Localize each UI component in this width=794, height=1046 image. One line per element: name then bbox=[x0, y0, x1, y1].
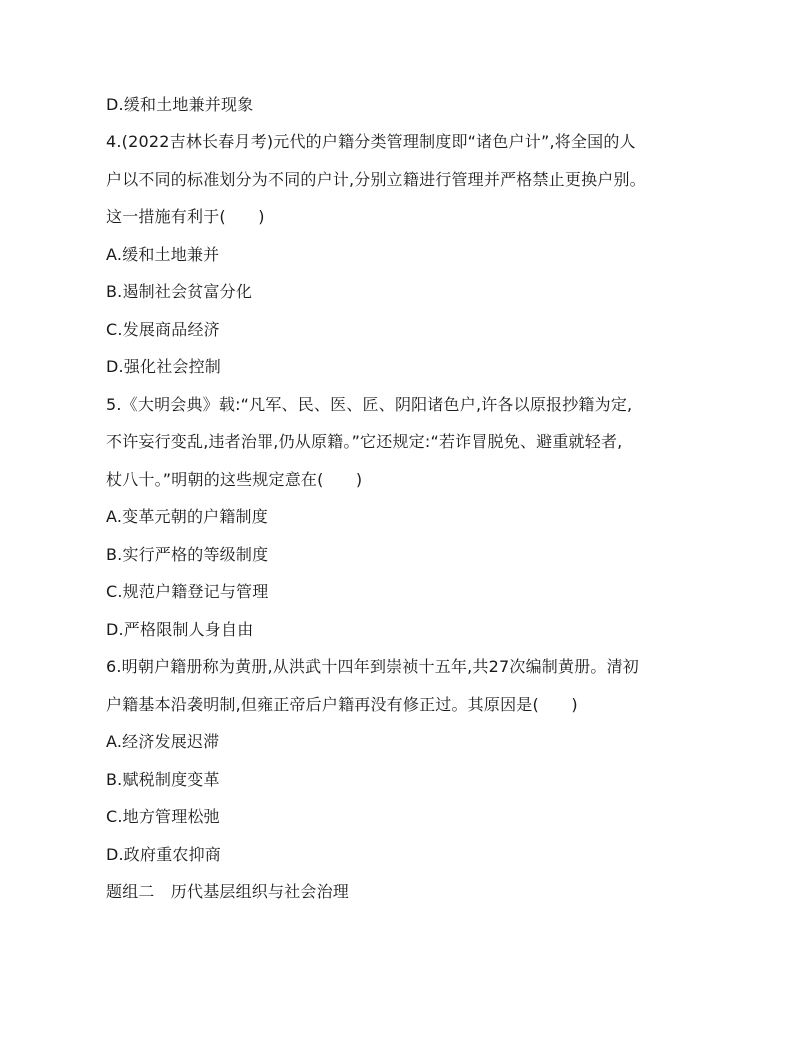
option-d-q4: D.强化社会控制 bbox=[106, 357, 222, 376]
option-d-q3: D.缓和土地兼并现象 bbox=[106, 95, 254, 114]
option-d-q6: D.政府重农抑商 bbox=[106, 845, 222, 864]
option-a-q5: A.变革元朝的户籍制度 bbox=[106, 507, 268, 526]
option-c-q4: C.发展商品经济 bbox=[106, 320, 220, 339]
option-c-q6: C.地方管理松弛 bbox=[106, 807, 220, 826]
option-b-q5: B.实行严格的等级制度 bbox=[106, 545, 269, 564]
section-heading: 题组二 历代基层组织与社会治理 bbox=[106, 882, 350, 901]
option-c-q5: C.规范户籍登记与管理 bbox=[106, 582, 269, 601]
question-6-line-1: 6.明朝户籍册称为黄册,从洪武十四年到崇祯十五年,共27次编制黄册。清初 bbox=[106, 657, 639, 676]
option-a-q6: A.经济发展迟滞 bbox=[106, 732, 220, 751]
question-4-line-2: 户以不同的标准划分为不同的户计,分别立籍进行管理并严格禁止更换户别。 bbox=[106, 170, 646, 189]
question-5-line-2: 不许妄行变乱,违者治罪,仍从原籍。”它还规定:“若诈冒脱免、避重就轻者, bbox=[106, 432, 623, 451]
question-4-line-3: 这一措施有利于( ) bbox=[106, 207, 265, 226]
question-5-line-1: 5.《大明会典》载:“凡军、民、医、匠、阴阳诸色户,许各以原报抄籍为定, bbox=[106, 395, 633, 414]
question-6-line-2: 户籍基本沿袭明制,但雍正帝后户籍再没有修正过。其原因是( ) bbox=[106, 695, 578, 714]
option-a-q4: A.缓和土地兼并 bbox=[106, 245, 220, 264]
question-4-line-1: 4.(2022吉林长春月考)元代的户籍分类管理制度即“诸色户计”,将全国的人 bbox=[106, 132, 636, 151]
option-b-q6: B.赋税制度变革 bbox=[106, 770, 220, 789]
option-d-q5: D.严格限制人身自由 bbox=[106, 620, 254, 639]
option-b-q4: B.遏制社会贫富分化 bbox=[106, 282, 253, 301]
question-5-line-3: 杖八十。”明朝的这些规定意在( ) bbox=[106, 470, 363, 489]
